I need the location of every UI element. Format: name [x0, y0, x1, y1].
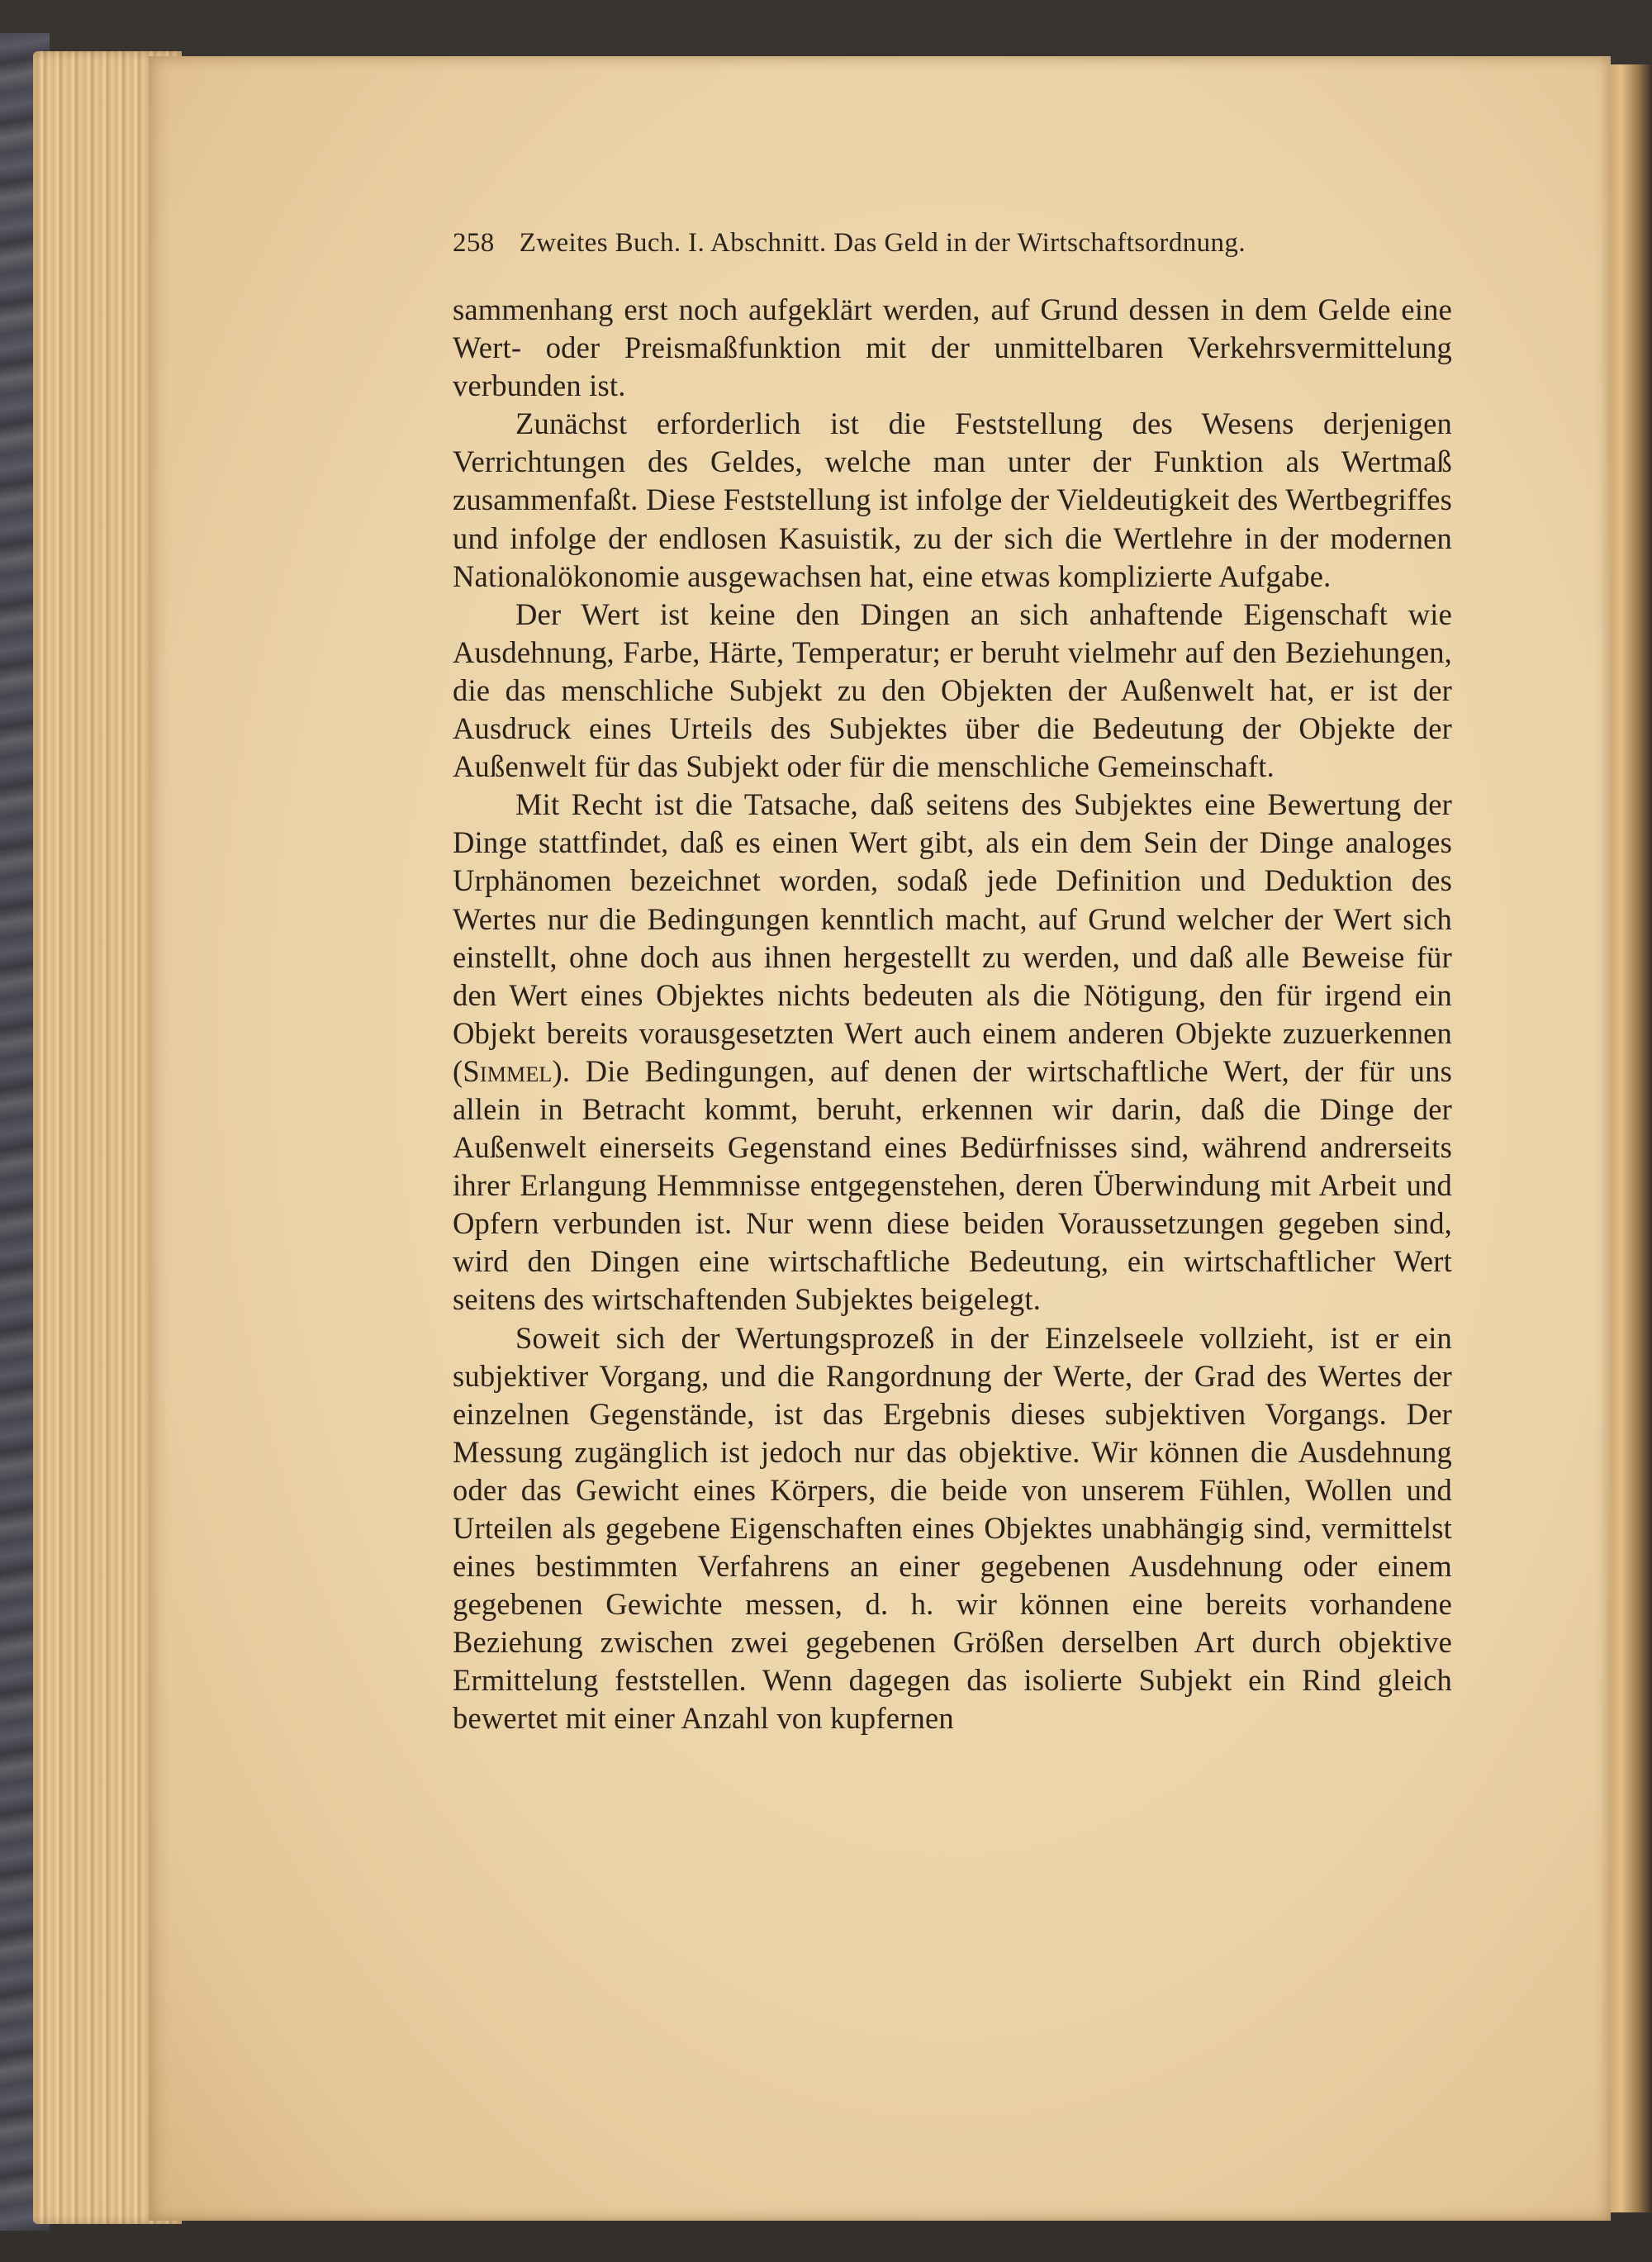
paragraph-4-text-before: Mit Recht ist die Tatsache, daß seitens des Subjektes eine Bewertung der Dinge stattfindet, daß es einen Wert gibt, als ein dem Sein der Dinge analoges Urphänomen bezeichnet worden, sodaß jede Definition und Deduktion des Wertes nur die Bedingungen kenntlich macht, auf Grund welcher der Wert sich einstellt, ohne doch aus ihnen hergestellt zu werden, und daß alle Beweise für den Wert eines Objektes nichts bedeuten als die Nötigung, den für irgend ein Objekt bereits vorausgesetzten Wert auch einem anderen Objekte zuzuerkennen (	[453, 787, 1452, 1088]
paragraph-1: sammenhang erst noch aufgeklärt werden, auf Grund dessen in dem Gelde eine Wert- oder Preismaßfunktion mit der unmittelbaren Verkehrsvermittelung verbunden ist.	[453, 292, 1452, 403]
body-text	[453, 291, 1452, 1738]
author-citation: Simmel	[463, 1053, 553, 1088]
paragraph-4-text-after: ). Die Bedingungen, auf denen der wirtschaftliche Wert, der für uns allein in Betracht kommt, beruht, erkennen wir darin, daß die Dinge der Außenwelt einerseits Gegenstand eines Bedürfnisses sind, während andrerseits ihrer Erlangung Hemmnisse entgegenstehen, deren Überwindung mit Arbeit und Opfern verbunden ist. Nur wenn diese beiden Voraussetzungen gegeben sind, wird den Dingen eine wirtschaftliche Bedeutung, ein wirtschaftlicher Wert seitens des wirtschaftenden Subjektes beigelegt.	[453, 1053, 1452, 1317]
running-title: Zweites Buch. I. Abschnitt. Das Geld in der Wirtschaftsordnung.	[519, 228, 1246, 258]
running-header	[453, 228, 1452, 264]
paragraph-2: Zunächst erforderlich ist die Feststellung des Wesens derjenigen Verrichtungen des Geldes, welche man unter der Funktion als Wertmaß zusammenfaßt. Diese Feststellung ist infolge der Vieldeutigkeit des Wertbegriffes und infolge der endlosen Kasuistik, zu der sich die Wertlehre in der modernen Nationalökonomie ausgewachsen hat, eine etwas komplizierte Aufgabe.	[453, 406, 1452, 593]
paragraph-5: Soweit sich der Wertungsprozeß in der Einzelseele vollzieht, ist er ein subjektiver Vorgang, und die Rangordnung der Werte, der Grad des Wertes der einzelnen Gegenstände, ist das Ergebnis dieses subjektiven Vorgangs. Der Messung zugänglich ist jedoch nur das objektive. Wir können die Ausdehnung oder das Gewicht eines Körpers, die beide von unserem Fühlen, Wollen und Urteilen als gegebene Eigenschaften eines Objektes unabhängig sind, vermittelst eines bestimmten Verfahrens an einer gegebenen Ausdehnung oder einem gegebenen Gewichte messen, d. h. wir können eine bereits vorhandene Beziehung zwischen zwei gegebenen Größen derselben Art durch objektive Ermittelung feststellen. Wenn dagegen das isolierte Subjekt ein Rind gleich bewertet mit einer Anzahl von kupfernen	[453, 1320, 1452, 1736]
paragraph-4	[453, 786, 1452, 1319]
right-page-edge	[1604, 64, 1652, 2212]
paragraph-3: Der Wert ist keine den Dingen an sich anhaftende Eigenschaft wie Ausdehnung, Farbe, Härte, Temperatur; er beruht vielmehr auf den Beziehungen, die das menschliche Subjekt zu den Objekten der Außenwelt hat, er ist der Ausdruck eines Urteils des Subjektes über die Bedeutung der Objekte der Außenwelt für das Subjekt oder für die menschliche Gemeinschaft.	[453, 596, 1452, 784]
page-number: 258	[453, 228, 495, 258]
